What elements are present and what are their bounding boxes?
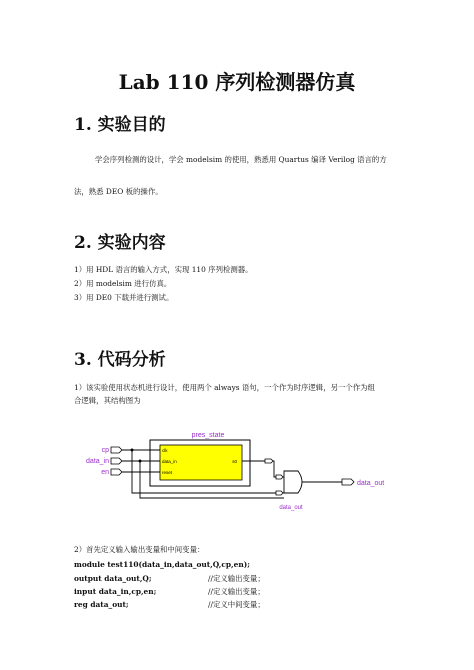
port-label-s0: s0 bbox=[232, 459, 237, 464]
input-label-cp: cp bbox=[101, 447, 109, 454]
section-heading-analysis: 3. 代码分析 bbox=[74, 350, 166, 370]
purpose-text-line1: 学会序列检测的设计，学会 modelsim 的使用，熟悉用 Quartus 编译 Verilog 语言的方 bbox=[95, 155, 387, 164]
code-comment-3: //定义输出变量； bbox=[208, 587, 265, 596]
code-line-1: module test110(data_in,data_out,Q,cp,en); bbox=[74, 560, 250, 569]
state-machine-diagram bbox=[62, 425, 392, 515]
output-label: data_out bbox=[357, 480, 385, 487]
section-heading-purpose: 1. 实验目的 bbox=[74, 115, 166, 135]
code-comment-4: //定义中间变量； bbox=[208, 600, 265, 609]
input-label-data-in: data_in bbox=[86, 458, 109, 465]
section-heading-content: 2. 实验内容 bbox=[74, 233, 166, 253]
content-item-2: 2）用 modelsim 进行仿真。 bbox=[74, 279, 172, 288]
mux-label: data_out bbox=[279, 505, 303, 511]
analysis-para1-line2: 合逻辑，其结构图为 bbox=[74, 396, 141, 405]
mux-gate bbox=[284, 471, 302, 493]
code-line-3: input data_in,cp,en; bbox=[74, 587, 157, 596]
analysis-para1-line1: 1）该实验使用状态机进行设计，使用两个 always 语句，一个作为时序逻辑，另一个作为组 bbox=[74, 383, 375, 392]
code-line-4: reg data_out; bbox=[74, 600, 129, 609]
content-item-1: 1）用 HDL 语言的输入方式，实现 110 序列检测器。 bbox=[74, 265, 253, 274]
input-pins bbox=[111, 447, 122, 475]
port-label-clk: clk bbox=[162, 448, 168, 453]
code-comment-2: //定义输出变量； bbox=[208, 574, 265, 583]
output-pin bbox=[342, 479, 354, 485]
code-line-2: output data_out,Q; bbox=[74, 574, 152, 583]
port-label-reset: reset bbox=[162, 470, 173, 475]
page-title: Lab 110 序列检测器仿真 bbox=[118, 70, 356, 94]
purpose-text-line2: 法，熟悉 DEO 板的操作。 bbox=[74, 187, 163, 196]
content-item-3: 3）用 DE0 下载并进行测试。 bbox=[74, 293, 174, 302]
block-label: pres_state bbox=[191, 432, 225, 439]
port-label-data-in: data_in bbox=[162, 459, 177, 464]
input-label-en: en bbox=[101, 469, 109, 476]
analysis-para2: 2）首先定义输入输出变量和中间变量： bbox=[74, 545, 205, 554]
